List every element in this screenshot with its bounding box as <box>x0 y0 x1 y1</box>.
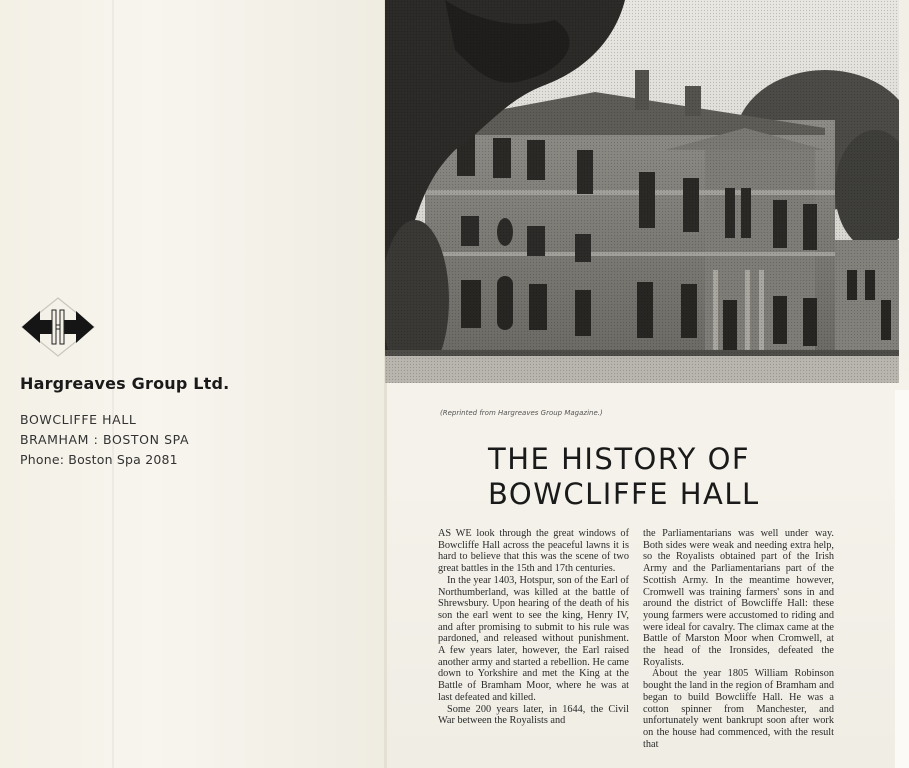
page-edge <box>895 390 909 768</box>
article-title-line-1: THE HISTORY OF <box>488 442 751 476</box>
article-column-2 <box>643 528 834 750</box>
paragraph: the Parliamentarians was well under way. Both sides were weak and needing extra help, so the Royalists obtained part of the Irish Army and the Parliamentarians part of the Scottish Army. In the meantime however, Cromwell was training farmers' sons in and around the district of Bowcliffe Hall: these young farmers were accustomed to riding and were ideal for cavalry. The climax came at the Battle of Marston Moor when Cromwell, at the head of the Ironsides, defeated the Royalists. <box>643 528 834 668</box>
paragraph: In the year 1403, Hotspur, son of the Earl of Northumberland, was killed at the battle of Shrewsbury. Upon hearing of the death of his son the earl went to see the king, Henry IV, and after promising to submit to his rule was pardoned, and released without punishment. A few years later, however, the Earl raised another army and started a rebellion. He came down to Yorkshire and met the King at the Battle of Bramham Moor, where he was at last defeated and killed. <box>438 574 629 703</box>
paragraph: Some 200 years later, in 1644, the Civil War between the Royalists and <box>438 703 629 727</box>
article-title <box>488 442 808 512</box>
address-line-1: BOWCLIFFE HALL <box>20 412 137 427</box>
company-name: Hargreaves Group Ltd. <box>20 374 230 393</box>
paragraph: AS WE look through the great windows of Bowcliffe Hall across the peaceful lawns it is hard to believe that this was the scene of two great battles in the 15th and 17th centuries. <box>438 528 629 575</box>
article-title-line-2: BOWCLIFFE HALL <box>488 477 760 511</box>
hall-photo <box>385 0 899 383</box>
article-column-1 <box>438 528 629 727</box>
photo-caption: (Reprinted from Hargreaves Group Magazine.) <box>440 409 603 417</box>
phone-number: Phone: Boston Spa 2081 <box>20 452 178 467</box>
double-arrow-diamond-icon <box>18 296 98 358</box>
paragraph: About the year 1805 William Robinson bought the land in the region of Bramham and began to build Bowcliffe Hall. He was a cotton spinner from Manchester, and unfortunately went bankrupt soon after work on the house had commenced, with the result that <box>643 668 834 750</box>
address-line-2: BRAMHAM : BOSTON SPA <box>20 432 190 447</box>
